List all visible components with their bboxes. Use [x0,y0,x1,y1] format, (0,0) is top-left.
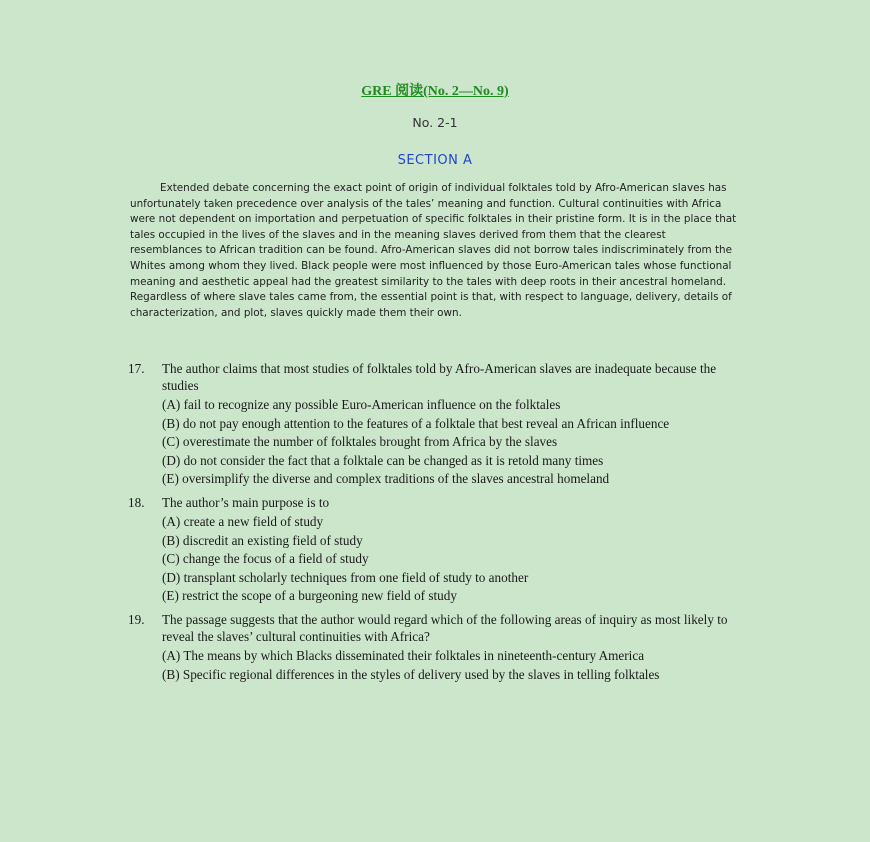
answer-option-a[interactable]: (A) fail to recognize any possible Euro-American influence on the folktales [162,397,561,412]
answer-option-b[interactable]: (B) do not pay enough attention to the features of a folktale that best reveal an African influence [162,415,670,431]
answer-option-e[interactable]: (E) oversimplify the diverse and complex traditions of the slaves ancestral homeland [162,471,610,486]
answer-option-a[interactable]: (A) The means by which Blacks disseminated their folktales in nineteenth-century America [162,648,645,663]
page-subtitle: No. 2-1 [412,115,458,130]
answer-options [128,396,738,487]
answer-option-c[interactable]: (C) change the focus of a field of study [162,551,369,566]
question-17 [128,360,738,487]
answer-options [128,513,738,604]
question-list [128,360,738,690]
answer-option-d[interactable]: (D) transplant scholarly techniques from one field of study to another [162,569,529,585]
answer-option-d[interactable]: (D) do not consider the fact that a folktale can be changed as it is retold many times [162,452,604,468]
reading-passage: Extended debate concerning the exact point of origin of individual folktales told by Afro-American slaves has unfortunately taken precedence over analysis of the tales’ meaning and function. Cultural continuities with Africa were not dependent on importation and perpetuation of specific folktales in their pristine form. It is in the place that tales occupied in the lives of the slaves and in the meaning slaves derived from them that the clearest resemblances to African tradition can be found. Afro-American slaves did not borrow tales indiscriminately from the Whites among whom they lived. Black people were most influenced by those Euro-American tales whose functional meaning and aesthetic appeal had the greatest similarity to the tales with deep roots in their ancestral homeland. Regardless of where slave tales came from, the essential point is that, with respect to language, delivery, details of characterization, and plot, slaves quickly made them their own. [130,182,737,319]
question-text: The author claims that most studies of folktales told by Afro-American slaves are inadequate because the studies [162,361,717,393]
question-number: 19. [128,612,145,627]
answer-option-a[interactable]: (A) create a new field of study [162,514,324,529]
answer-option-c[interactable]: (C) overestimate the number of folktales brought from Africa by the slaves [162,434,558,449]
question-text: The author’s main purpose is to [162,495,330,510]
question-stem [128,611,738,645]
answer-options [128,647,738,683]
question-stem [128,360,738,394]
question-stem [128,494,738,511]
section-heading: SECTION A [397,153,473,168]
answer-option-b[interactable]: (B) discredit an existing field of study [162,532,363,548]
answer-option-b[interactable]: (B) Specific regional differences in the styles of delivery used by the slaves in telling folktales [162,666,660,682]
question-number: 17. [128,361,145,376]
question-text: The passage suggests that the author would regard which of the following areas of inquiry as most likely to reveal the slaves’ cultural continuities with Africa? [162,612,728,644]
question-number: 18. [128,495,145,510]
question-19 [128,611,738,683]
answer-option-e[interactable]: (E) restrict the scope of a burgeoning new field of study [162,588,457,603]
question-18 [128,494,738,604]
page-title: GRE 阅读(No. 2—No. 9) [361,84,509,99]
